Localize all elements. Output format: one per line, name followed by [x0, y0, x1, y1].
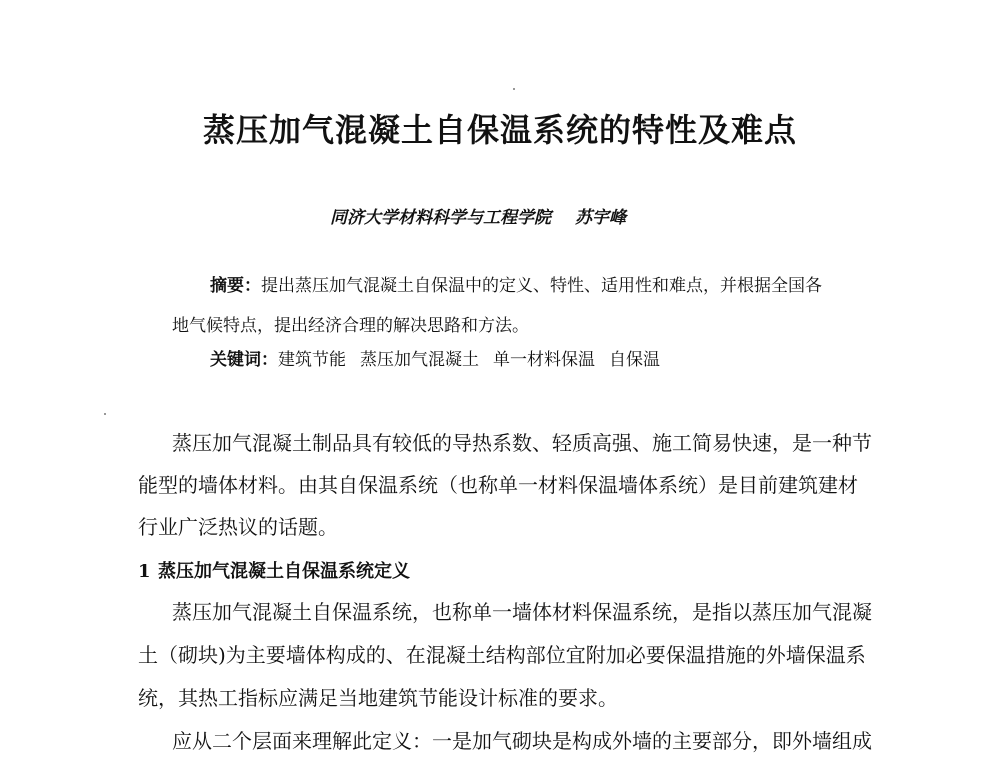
abstract-text-1: 提出蒸压加气混凝土自保温中的定义、特性、适用性和难点，并根据全国各	[261, 276, 822, 296]
abstract-line-1	[210, 278, 822, 295]
body-para1-line2: 能型的墙体材料。由其自保温系统（也称单一材料保温墙体系统）是目前建筑建材	[138, 473, 858, 497]
keyword: 蒸压加气混凝土	[360, 350, 479, 370]
body-para2-line1: 蒸压加气混凝土自保温系统，也称单一墙体材料保温系统，是指以蒸压加气混凝	[172, 600, 872, 624]
scan-speck	[513, 88, 515, 90]
body-para2-line2: 土（砌块)为主要墙体构成的、在混凝土结构部位宜附加必要保温措施的外墙保温系	[138, 643, 866, 667]
section-title: 蒸压加气混凝土自保温系统定义	[158, 561, 410, 582]
body-para1-line3: 行业广泛热议的话题。	[138, 515, 338, 539]
body-para2-line3: 统，其热工指标应满足当地建筑节能设计标准的要求。	[138, 686, 618, 710]
section-heading-1	[138, 563, 410, 581]
keyword: 单一材料保温	[493, 350, 595, 370]
author-name: 苏宇峰	[575, 208, 626, 228]
abstract-label: 摘要：	[210, 276, 261, 296]
keyword: 建筑节能	[278, 350, 346, 370]
author-line	[330, 203, 626, 228]
keywords-label: 关键词：	[210, 350, 278, 370]
author-affiliation: 同济大学材料科学与工程学院	[330, 208, 551, 228]
abstract-line-2: 地气候特点，提出经济合理的解决思路和方法。	[172, 316, 529, 336]
body-para3-line1: 应从二个层面来理解此定义：一是加气砌块是构成外墙的主要部分，即外墙组成	[172, 729, 872, 753]
keyword: 自保温	[609, 350, 660, 370]
keywords-line	[210, 352, 660, 369]
section-number: 1	[138, 561, 151, 582]
paper-title: 蒸压加气混凝土自保温系统的特性及难点	[202, 111, 797, 149]
scan-speck	[104, 413, 106, 415]
body-para1-line1: 蒸压加气混凝土制品具有较低的导热系数、轻质高强、施工简易快速，是一种节	[172, 431, 872, 455]
